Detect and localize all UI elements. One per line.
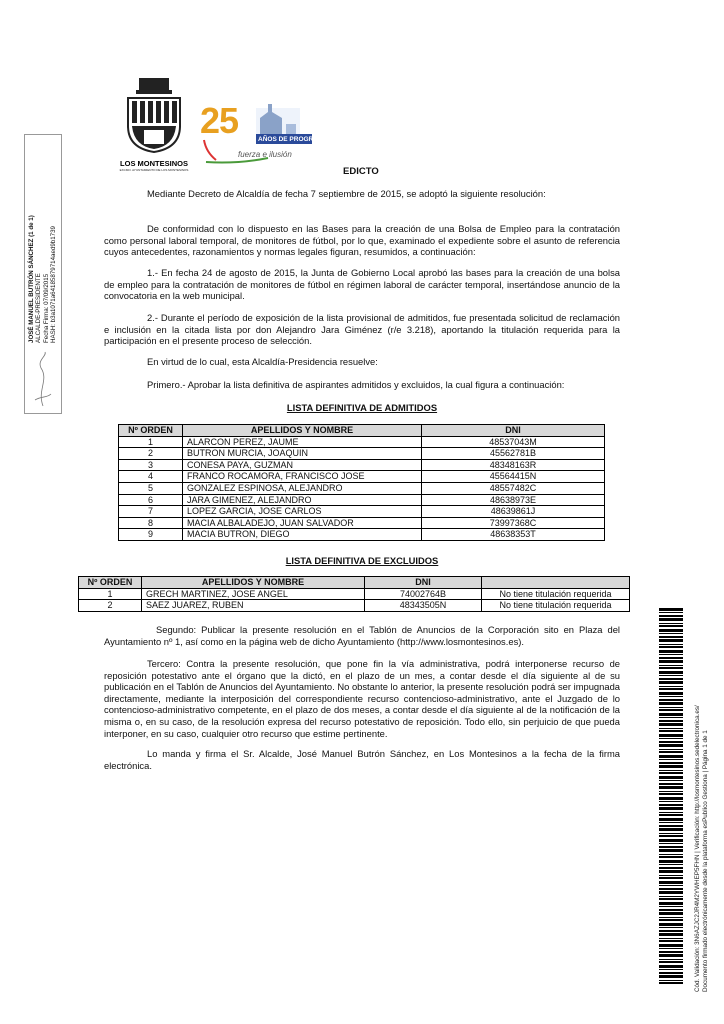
barcode-bar <box>659 814 683 816</box>
intro-paragraph: Mediante Decreto de Alcaldía de fecha 7 septiembre de 2015, se adoptó la siguiente resolución: <box>147 188 546 199</box>
barcode-bar <box>659 961 683 963</box>
barcode-bar <box>659 608 683 611</box>
table-cell: 5 <box>119 482 183 494</box>
column-header: APELLIDOS Y NOMBRE <box>183 425 422 437</box>
paragraph-closing: Lo manda y firma el Sr. Alcalde, José Manuel Butrón Sánchez, en Los Montesinos a la fecha de la firma electrónica. <box>104 748 620 771</box>
barcode-bar <box>659 665 683 666</box>
barcode-bar <box>659 749 683 750</box>
barcode-bar <box>659 791 683 792</box>
paragraph-second-resolution: Segundo: Publicar la presente resolución en el Tablón de Anuncios de la Corporación sito en Plaza del Ayuntamiento nº 1, así como en la página web de dicho Ayuntamiento (http://www.losmontesinos.es). <box>104 624 620 647</box>
barcode-bar <box>659 660 683 663</box>
barcode-bar <box>659 751 683 753</box>
anniversary-text: AÑOS DE PROGRESO <box>258 136 327 143</box>
barcode-bar <box>659 686 683 687</box>
barcode-bar <box>659 875 683 876</box>
barcode-bar <box>659 909 683 911</box>
barcode-bar <box>659 618 683 621</box>
table-row <box>119 448 605 460</box>
barcode-bar <box>659 783 683 785</box>
table-cell: 48537043M <box>422 436 605 448</box>
table-cell: JARA GIMENEZ, ALEJANDRO <box>183 494 422 506</box>
table-cell: BUTRON MURCIA, JOAQUIN <box>183 448 422 460</box>
table-cell: 1 <box>119 436 183 448</box>
barcode-bar <box>659 636 683 638</box>
barcode-bar <box>659 696 683 697</box>
barcode-bar <box>659 734 683 737</box>
anniversary-number: 25 <box>200 100 239 141</box>
barcode-bar <box>659 765 683 768</box>
barcode-bar <box>659 885 683 886</box>
column-header <box>482 577 630 589</box>
table-cell: 2 <box>79 600 142 612</box>
barcode-bar <box>659 615 683 617</box>
barcode-bar <box>659 707 683 708</box>
admitted-table <box>118 424 605 541</box>
barcode-bar <box>659 944 683 947</box>
barcode-bar <box>659 699 683 701</box>
barcode-bar <box>659 896 683 897</box>
barcode-bar <box>659 780 683 781</box>
table-cell: No tiene titulación requerida <box>482 600 630 612</box>
excluded-heading: LISTA DEFINITIVA DE EXCLUIDOS <box>285 555 439 566</box>
table-row <box>119 471 605 483</box>
table-cell: MACIA ALBALADEJO, JUAN SALVADOR <box>183 517 422 529</box>
signer-name: JOSÉ MANUEL BUTRÓN SÁNCHEZ (1 de 1) <box>28 215 35 343</box>
table-cell: 2 <box>119 448 183 460</box>
barcode-bar <box>659 982 683 984</box>
barcode-bar <box>659 657 683 659</box>
table-cell: 74002764B <box>365 588 482 600</box>
barcode-bar <box>659 833 683 834</box>
barcode-bar <box>659 854 683 855</box>
admitted-heading: LISTA DEFINITIVA DE ADMITIDOS <box>286 402 438 413</box>
column-header: DNI <box>422 425 605 437</box>
table-cell: 73997368C <box>422 517 605 529</box>
verification-code: Cód. Validación: 3N6AZJC2JR4M2YWHEP5FHN | Verificación: http://losmontesinos.sedelectronica.es/ <box>694 705 701 992</box>
barcode-bar <box>659 667 683 669</box>
barcode-bar <box>659 804 683 806</box>
barcode-bar <box>659 625 683 627</box>
table-cell: 48348163R <box>422 459 605 471</box>
barcode-bar <box>659 980 683 981</box>
barcode-bar <box>659 671 683 674</box>
barcode-bar <box>659 839 683 842</box>
barcode-bar <box>659 678 683 680</box>
table-cell: 1 <box>79 588 142 600</box>
barcode-bar <box>659 801 683 802</box>
table-cell: 9 <box>119 529 183 541</box>
barcode-bar <box>659 927 683 928</box>
table-cell: ALARCON PEREZ, JAUME <box>183 436 422 448</box>
barcode-bar <box>659 639 683 642</box>
table-row <box>119 436 605 448</box>
signature-hash: HASH: b3a1071a64185879714aed9b1739 <box>50 226 58 343</box>
barcode-bar <box>659 717 683 718</box>
signer-role: ALCALDE-PRESIDENTE <box>35 273 43 343</box>
barcode-bar <box>659 891 683 894</box>
barcode-bar <box>659 965 683 968</box>
table-row <box>119 517 605 529</box>
barcode-bar <box>659 692 683 695</box>
column-header: DNI <box>365 577 482 589</box>
excluded-table <box>78 576 630 612</box>
paragraph-resolves: En virtud de lo cual, esta Alcaldía-Presidencia resuelve: <box>147 356 378 367</box>
signature-scribble-icon <box>27 350 57 410</box>
barcode-bar <box>659 828 683 831</box>
barcode-bar <box>659 860 683 863</box>
paragraph-second-point: 2.- Durante el período de exposición de la lista provisional de admitidos, fue presentada solicitud de reclamación e inclusión en la citada lista por don Alejandro Jara Giménez (r/e 3.218), aportando la titulación requerida para la participación en el presente proceso de selección. <box>104 312 620 347</box>
barcode-bar <box>659 835 683 837</box>
barcode-bar <box>659 919 683 921</box>
table-cell: 8 <box>119 517 183 529</box>
table-cell: FRANCO ROCAMORA, FRANCISCO JOSE <box>183 471 422 483</box>
barcode-bar <box>659 681 683 684</box>
barcode-bar <box>659 688 683 690</box>
barcode-bar <box>659 728 683 729</box>
table-row <box>79 600 630 612</box>
paragraph-third-resolution: Tercero: Contra la presente resolución, que pone fin la vía administrativa, podrá interponerse recurso de reposición potestativo ante el órgano que la dictó, en el plazo de un mes, a contar desde el día siguiente al de su publicación en el Tablón de Anuncios del Ayuntamiento. No obstante lo anterior, la presente resolución podrá ser impugnada directamente, mediante la interposición del correspondiente recurso contencioso-administrativo, ante el Juzgado de lo contencioso-administrativo competente, en el plazo de dos meses, a contar desde el día siguiente al de la notificación de la misma o, en su caso, de la resolución expresa del recurso potestativo de reposición. Todo ello, sin perjuicio de que pueda interponer, en su caso, cualquier otro recurso que estime pertinente. <box>104 658 620 739</box>
barcode-bar <box>659 846 683 848</box>
column-header: Nº ORDEN <box>79 577 142 589</box>
barcode-bar <box>659 864 683 865</box>
verification-platform: Documento firmado electrónicamente desde la plataforma esPublico Gestiona | Página 1 de 1 <box>702 730 709 992</box>
barcode-bar <box>659 772 683 774</box>
table-cell: LOPEZ GARCIA, JOSE CARLOS <box>183 506 422 518</box>
barcode-bar <box>659 959 683 960</box>
barcode-bar <box>659 723 683 726</box>
barcode-bar <box>659 877 683 879</box>
table-row <box>119 482 605 494</box>
barcode-bar <box>659 930 683 932</box>
barcode-bar <box>659 786 683 789</box>
barcode-bar <box>659 644 683 645</box>
table-cell: 48343505N <box>365 600 482 612</box>
table-cell: 45564415N <box>422 471 605 483</box>
barcode-bar <box>659 888 683 890</box>
barcode-bar <box>659 812 683 813</box>
document-title: EDICTO <box>343 166 379 177</box>
barcode-bar <box>659 867 683 869</box>
barcode <box>659 608 683 988</box>
table-row <box>119 529 605 541</box>
signature-box <box>24 134 62 414</box>
table-cell: 48638353T <box>422 529 605 541</box>
barcode-bar <box>659 629 683 632</box>
barcode-bar <box>659 646 683 648</box>
table-cell: 7 <box>119 506 183 518</box>
barcode-bar <box>659 972 683 974</box>
anniversary-logo <box>198 98 327 164</box>
table-cell: 6 <box>119 494 183 506</box>
barcode-bar <box>659 675 683 676</box>
barcode-bar <box>659 849 683 852</box>
barcode-bar <box>659 881 683 884</box>
barcode-bar <box>659 923 683 926</box>
signature-text <box>28 215 58 343</box>
barcode-bar <box>659 650 683 653</box>
barcode-bar <box>659 755 683 758</box>
barcode-bar <box>659 633 683 634</box>
coat-of-arms-logo <box>118 76 190 172</box>
table-cell: CONESA PAYA, GUZMAN <box>183 459 422 471</box>
table-cell: 48557482C <box>422 482 605 494</box>
barcode-bar <box>659 776 683 779</box>
column-header: Nº ORDEN <box>119 425 183 437</box>
table-cell: SAEZ JUAREZ, RUBEN <box>142 600 365 612</box>
barcode-bar <box>659 951 683 953</box>
barcode-bar <box>659 623 683 624</box>
column-header: APELLIDOS Y NOMBRE <box>142 577 365 589</box>
table-cell: 4 <box>119 471 183 483</box>
barcode-bar <box>659 948 683 949</box>
barcode-bar <box>659 738 683 739</box>
table-cell: 48638973E <box>422 494 605 506</box>
barcode-bar <box>659 709 683 711</box>
barcode-bar <box>659 940 683 942</box>
table-cell: 45562781B <box>422 448 605 460</box>
barcode-bar <box>659 870 683 873</box>
table-cell: GONZALEZ ESPINOSA, ALEJANDRO <box>183 482 422 494</box>
table-row <box>119 506 605 518</box>
verification-note <box>694 705 710 992</box>
table-row <box>79 588 630 600</box>
barcode-bar <box>659 898 683 900</box>
barcode-bar <box>659 730 683 732</box>
barcode-bar <box>659 843 683 844</box>
anniversary-slogan: fuerza e ilusión <box>238 150 292 159</box>
barcode-bar <box>659 825 683 827</box>
paragraph-first-resolution: Primero.- Aprobar la lista definitiva de aspirantes admitidos y excluidos, la cual figura a continuación: <box>147 379 565 390</box>
paragraph-first-point: 1.- En fecha 24 de agosto de 2015, la Junta de Gobierno Local aprobó las bases para la creación de una bolsa de empleo para la contratación de monitores de fútbol en régimen laboral de carácter temporal, insertándose anuncio de la convocatoria en la web municipal. <box>104 267 620 302</box>
barcode-bar <box>659 954 683 957</box>
barcode-bar <box>659 793 683 795</box>
coat-of-arms-icon <box>118 76 190 154</box>
barcode-bar <box>659 744 683 747</box>
barcode-bar <box>659 612 683 613</box>
barcode-bar <box>659 741 683 743</box>
barcode-bar <box>659 856 683 858</box>
barcode-bar <box>659 807 683 810</box>
barcode-bar <box>659 720 683 722</box>
barcode-bar <box>659 969 683 970</box>
barcode-bar <box>659 770 683 771</box>
table-cell: No tiene titulación requerida <box>482 588 630 600</box>
barcode-bar <box>659 975 683 978</box>
table-cell: 48639861J <box>422 506 605 518</box>
coat-of-arms-sub: EXCMO. AYUNTAMIENTO DE LOS MONTESINOS <box>119 168 189 172</box>
barcode-bar <box>659 906 683 907</box>
table-cell: 3 <box>119 459 183 471</box>
table-cell: GRECH MARTINEZ, JOSE ANGEL <box>142 588 365 600</box>
barcode-bar <box>659 654 683 655</box>
barcode-bar <box>659 713 683 716</box>
table-cell: MACIA BUTRON, DIEGO <box>183 529 422 541</box>
paragraph-considering: De conformidad con lo dispuesto en las Bases para la creación de una Bolsa de Empleo para la contratación como personal laboral temporal, de monitores de fútbol, por lo que, examinado el expediente sobre el asunto de referencia cuyos antecedentes, razonamientos y normas legales figuran, resumidos, a continuación: <box>104 223 620 258</box>
barcode-bar <box>659 912 683 915</box>
coat-of-arms-label: LOS MONTESINOS <box>120 159 188 168</box>
barcode-bar <box>659 797 683 800</box>
barcode-bar <box>659 822 683 823</box>
barcode-bar <box>659 759 683 760</box>
barcode-bar <box>659 933 683 936</box>
signature-date: Fecha Firma: 07/09/2015 <box>42 273 50 343</box>
barcode-bar <box>659 818 683 821</box>
barcode-bar <box>659 917 683 918</box>
barcode-bar <box>659 762 683 764</box>
barcode-bar <box>659 938 683 939</box>
table-row <box>119 494 605 506</box>
barcode-bar <box>659 702 683 705</box>
barcode-bar <box>659 902 683 905</box>
table-row <box>119 459 605 471</box>
